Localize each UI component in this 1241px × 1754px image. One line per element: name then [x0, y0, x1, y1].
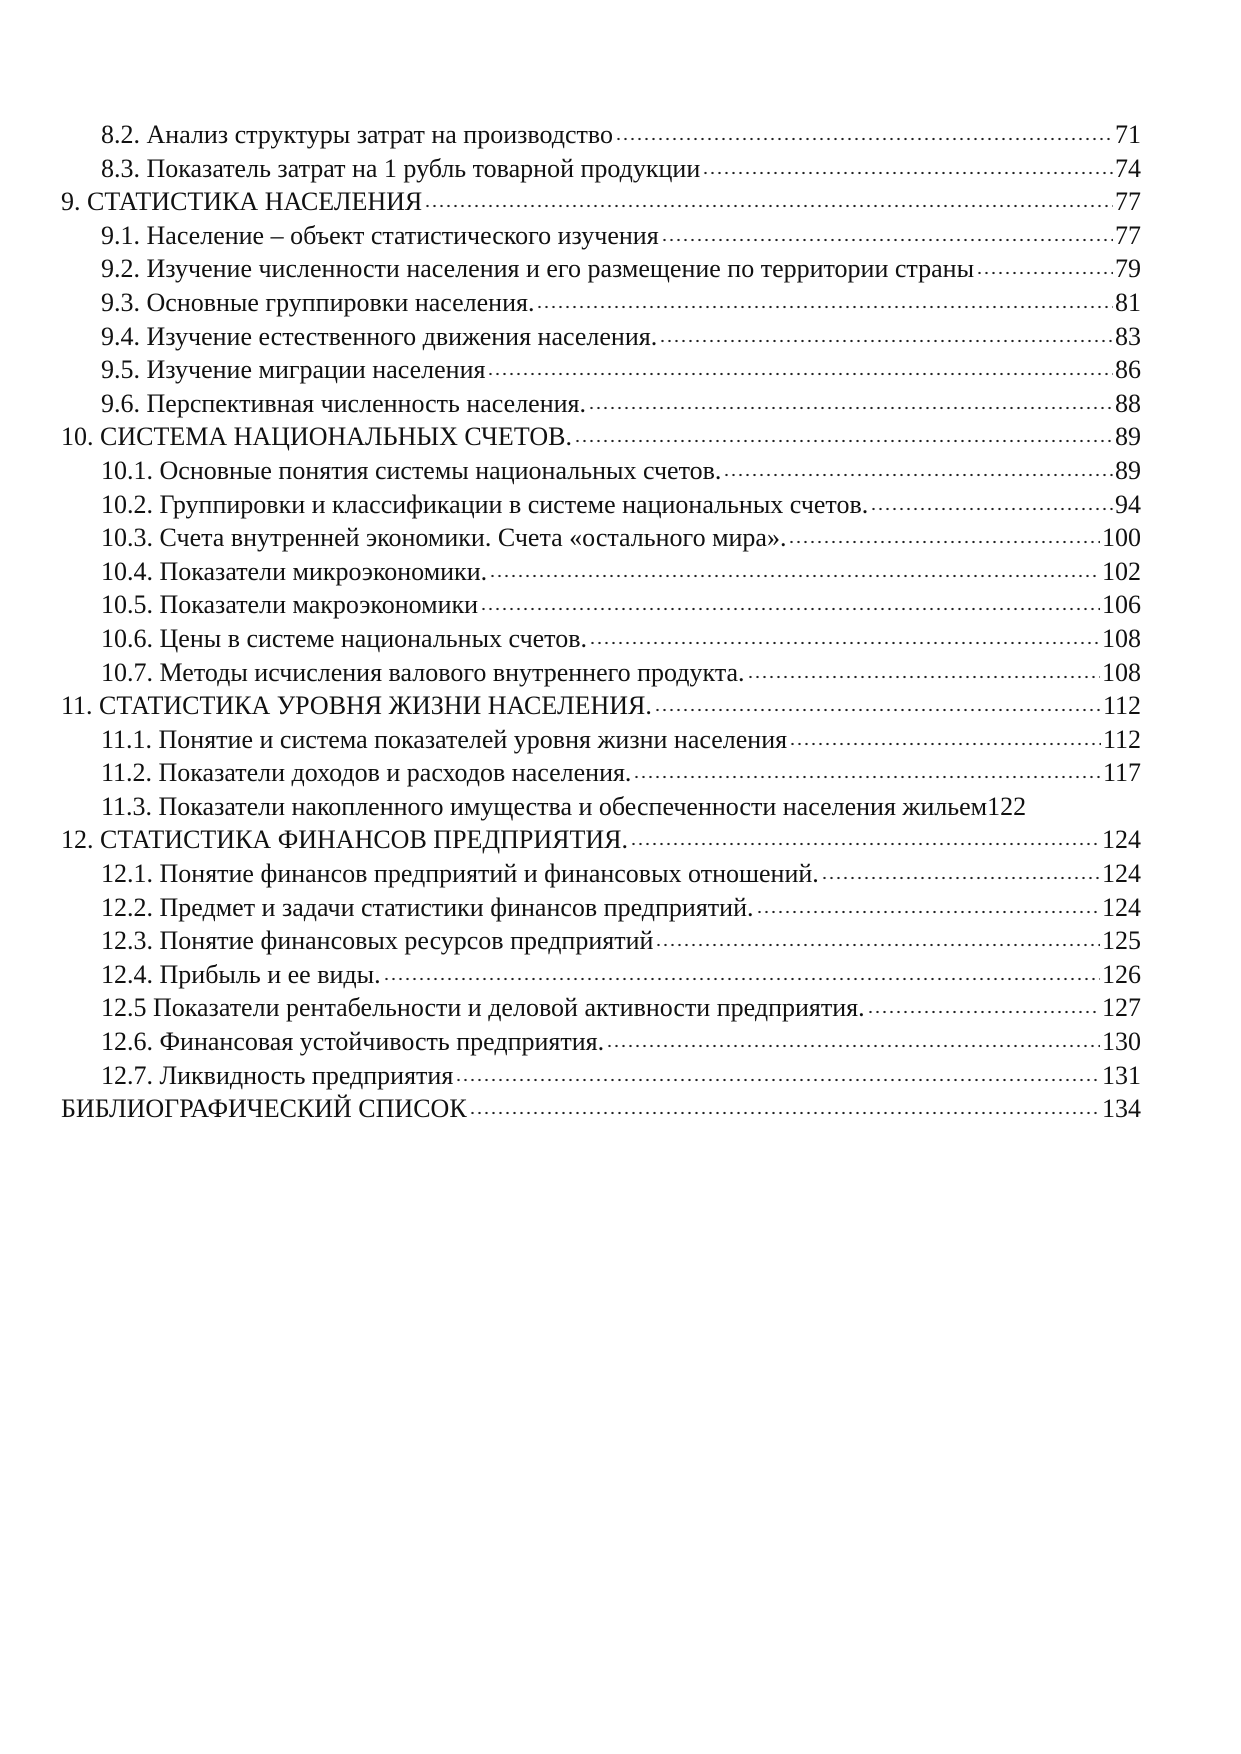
toc-dot-leader — [723, 473, 1113, 477]
toc-dot-leader — [655, 943, 1100, 947]
toc-dot-leader — [654, 708, 1101, 712]
toc-entry-title: 9.5. Изучение миграции населения — [101, 355, 486, 385]
toc-entry-title: 9.4. Изучение естественного движения населения. — [101, 321, 658, 351]
toc-section-entry — [61, 790, 1141, 824]
toc-entry-title: 10.4. Показатели микроэкономики. — [101, 556, 488, 586]
toc-entry-title: 12.2. Предмет и задачи статистики финансов предприятий. — [101, 892, 754, 922]
toc-chapter-entry — [61, 689, 1141, 723]
toc-dot-leader — [536, 305, 1113, 309]
toc-page-number: 77 — [1115, 220, 1141, 250]
toc-dot-leader — [424, 204, 1113, 208]
toc-dot-leader — [870, 507, 1113, 511]
toc-page-number: 108 — [1102, 623, 1141, 653]
toc-entry-title: 9.2. Изучение численности населения и его размещение по территории страны — [101, 254, 975, 284]
toc-dot-leader — [659, 339, 1113, 343]
toc-page-number: 130 — [1102, 1027, 1141, 1057]
table-of-contents — [61, 118, 1141, 1126]
toc-entry-title: 9.3. Основные группировки населения. — [101, 287, 535, 317]
toc-entry-title: 10.6. Цены в системе национальных счетов. — [101, 623, 587, 653]
toc-page-number: 71 — [1115, 120, 1141, 149]
toc-entry-title: 9.1. Население – объект статистического изучения — [101, 220, 659, 250]
toc-page-number: 88 — [1115, 388, 1141, 418]
toc-page-number: 81 — [1115, 287, 1141, 317]
toc-section-entry — [61, 958, 1141, 992]
toc-entry-title: 12.3. Понятие финансовых ресурсов предприятий — [101, 926, 654, 956]
toc-section-entry — [61, 991, 1141, 1025]
toc-section-entry — [61, 555, 1141, 589]
toc-page-number: 89 — [1115, 422, 1141, 452]
toc-section-entry — [61, 1059, 1141, 1093]
toc-entry-title: 12.1. Понятие финансов предприятий и финансовых отношений. — [101, 859, 819, 889]
toc-dot-leader — [702, 171, 1113, 175]
toc-entry-title: 11.3. Показатели накопленного имущества и обеспеченности населения жильем — [101, 791, 988, 821]
toc-entry-title: 11. СТАТИСТИКА УРОВНЯ ЖИЗНИ НАСЕЛЕНИЯ. — [61, 691, 652, 721]
toc-page-number: 124 — [1102, 825, 1141, 855]
toc-page-number: 94 — [1115, 489, 1141, 519]
toc-section-entry — [61, 723, 1141, 757]
toc-entry-title: 12. СТАТИСТИКА ФИНАНСОВ ПРЕДПРИЯТИЯ. — [61, 825, 629, 855]
toc-dot-leader — [976, 271, 1113, 275]
toc-section-entry — [61, 891, 1141, 925]
toc-chapter-entry — [61, 420, 1141, 454]
toc-section-entry — [61, 387, 1141, 421]
toc-section-entry — [61, 656, 1141, 690]
toc-chapter-entry — [61, 823, 1141, 857]
toc-page-number: 108 — [1102, 657, 1141, 687]
toc-section-entry — [61, 286, 1141, 320]
toc-dot-leader — [661, 238, 1113, 242]
toc-dot-leader — [588, 406, 1113, 410]
toc-dot-leader — [480, 607, 1100, 611]
toc-section-entry — [61, 756, 1141, 790]
toc-section-entry — [61, 588, 1141, 622]
toc-dot-leader — [821, 876, 1100, 880]
toc-dot-leader — [383, 977, 1100, 981]
toc-entry-title: 12.5 Показатели рентабельности и деловой активности предприятия. — [101, 993, 865, 1023]
toc-page-number: 86 — [1115, 355, 1141, 385]
toc-page-number: 102 — [1102, 556, 1141, 586]
toc-page-number: 125 — [1102, 926, 1141, 956]
toc-page-number: 83 — [1115, 321, 1141, 351]
toc-dot-leader — [867, 1010, 1100, 1014]
toc-dot-leader — [633, 775, 1101, 779]
toc-page-number: 106 — [1102, 590, 1141, 620]
toc-page-number: 77 — [1115, 187, 1141, 217]
toc-page-number: 74 — [1115, 153, 1141, 183]
toc-entry-title: 12.6. Финансовая устойчивость предприятия. — [101, 1027, 605, 1057]
toc-page-number: 89 — [1115, 455, 1141, 485]
toc-dot-leader — [487, 372, 1113, 376]
toc-dot-leader — [589, 641, 1100, 645]
toc-dot-leader — [606, 1044, 1100, 1048]
toc-dot-leader — [747, 675, 1100, 679]
toc-dot-leader — [489, 574, 1100, 578]
toc-dot-leader — [615, 137, 1113, 141]
toc-page-number: 122 — [987, 791, 1027, 821]
toc-page-number: 79 — [1115, 254, 1141, 284]
toc-entry-title: 11.2. Показатели доходов и расходов населения. — [101, 758, 632, 788]
toc-page-number: 112 — [1102, 724, 1141, 754]
toc-section-entry — [61, 924, 1141, 958]
toc-entry-title: 11.1. Понятие и система показателей уровня жизни населения — [101, 724, 788, 754]
toc-section-entry — [61, 488, 1141, 522]
toc-section-entry — [61, 521, 1141, 555]
toc-dot-leader — [630, 842, 1100, 846]
toc-entry-title: 8.2. Анализ структуры затрат на производство — [101, 120, 613, 149]
toc-entry-title: 8.3. Показатель затрат на 1 рубль товарной продукции — [101, 153, 701, 183]
toc-page-number: 124 — [1102, 892, 1141, 922]
toc-chapter-entry — [61, 185, 1141, 219]
toc-section-entry — [61, 252, 1141, 286]
toc-dot-leader — [788, 540, 1100, 544]
toc-section-entry — [61, 454, 1141, 488]
toc-page-number: 112 — [1102, 691, 1141, 721]
toc-page-number: 131 — [1102, 1060, 1141, 1090]
toc-section-entry — [61, 1025, 1141, 1059]
toc-entry-title: 10.7. Методы исчисления валового внутреннего продукта. — [101, 657, 745, 687]
toc-entry-title: 9. СТАТИСТИКА НАСЕЛЕНИЯ — [61, 187, 423, 217]
toc-chapter-entry — [61, 1092, 1141, 1126]
toc-dot-leader — [789, 742, 1101, 746]
toc-page-number: 127 — [1102, 993, 1141, 1023]
toc-section-entry — [61, 219, 1141, 253]
toc-entry-title: 10.2. Группировки и классификации в системе национальных счетов. — [101, 489, 869, 519]
toc-entry-title: 10. СИСТЕМА НАЦИОНАЛЬНЫХ СЧЕТОВ. — [61, 422, 572, 452]
toc-dot-leader — [469, 1111, 1100, 1115]
toc-entry-title: 12.7. Ликвидность предприятия — [101, 1060, 454, 1090]
toc-dot-leader — [756, 910, 1101, 914]
toc-entry-title: 10.5. Показатели макроэкономики — [101, 590, 479, 620]
toc-entry-title: 10.1. Основные понятия системы национальных счетов. — [101, 455, 722, 485]
toc-page-number: 134 — [1102, 1094, 1141, 1124]
toc-dot-leader — [455, 1078, 1100, 1082]
toc-page-number: 126 — [1102, 959, 1141, 989]
toc-section-entry — [61, 857, 1141, 891]
toc-section-entry — [61, 118, 1141, 152]
toc-section-entry — [61, 320, 1141, 354]
toc-entry-title: БИБЛИОГРАФИЧЕСКИЙ СПИСОК — [61, 1094, 467, 1124]
toc-section-entry — [61, 353, 1141, 387]
toc-page-number: 117 — [1102, 758, 1141, 788]
toc-dot-leader — [574, 439, 1113, 443]
toc-page-number: 124 — [1102, 859, 1141, 889]
toc-section-entry — [61, 622, 1141, 656]
toc-section-entry — [61, 152, 1141, 186]
toc-entry-title: 9.6. Перспективная численность населения. — [101, 388, 586, 418]
toc-entry-title: 10.3. Счета внутренней экономики. Счета «остального мира». — [101, 523, 787, 553]
toc-entry-title: 12.4. Прибыль и ее виды. — [101, 959, 381, 989]
toc-page-number: 100 — [1102, 523, 1141, 553]
